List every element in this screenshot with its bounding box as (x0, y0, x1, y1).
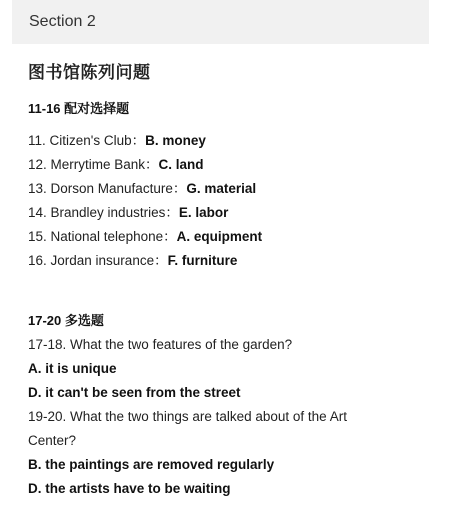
list-item (28, 177, 428, 201)
list-item (28, 129, 428, 153)
answer-text: A. equipment (176, 229, 263, 244)
answer-17-18-a: A. it is unique (28, 361, 117, 376)
answer-text: G. material (186, 181, 257, 196)
answer-17-18-d: D. it can't be seen from the street (28, 385, 241, 400)
group2-heading: 17-20 多选题 (28, 313, 104, 328)
group1-heading: 11-16 配对选择题 (28, 101, 130, 116)
section-header (12, 0, 429, 44)
list-item (28, 201, 428, 225)
spacer (28, 273, 428, 309)
question-17-18: 17-18. What the two features of the garden? (28, 337, 293, 352)
answer-text: F. furniture (167, 253, 238, 268)
answer-text: C. land (158, 157, 204, 172)
list-item (28, 249, 428, 273)
question-text: 11. Citizen's Club： (28, 133, 146, 148)
group1-list (28, 129, 428, 273)
main-content (28, 58, 428, 501)
page-title: 图书馆陈列问题 (28, 63, 151, 82)
list-item (28, 153, 428, 177)
answer-19-20-d: D. the artists have to be waiting (28, 481, 231, 496)
question-19-20: 19-20. What the two things are talked about of the Art Center? (28, 409, 347, 448)
answer-19-20-b: B. the paintings are removed regularly (28, 457, 275, 472)
question-text: 13. Dorson Manufacture： (28, 181, 187, 196)
section-label: Section 2 (29, 13, 96, 30)
question-text: 15. National telephone： (28, 229, 177, 244)
list-item (28, 225, 428, 249)
question-text: 16. Jordan insurance： (28, 253, 168, 268)
question-text: 12. Merrytime Bank： (28, 157, 159, 172)
answer-text: E. labor (178, 205, 229, 220)
question-text: 14. Brandley industries： (28, 205, 179, 220)
answer-text: B. money (145, 133, 206, 148)
